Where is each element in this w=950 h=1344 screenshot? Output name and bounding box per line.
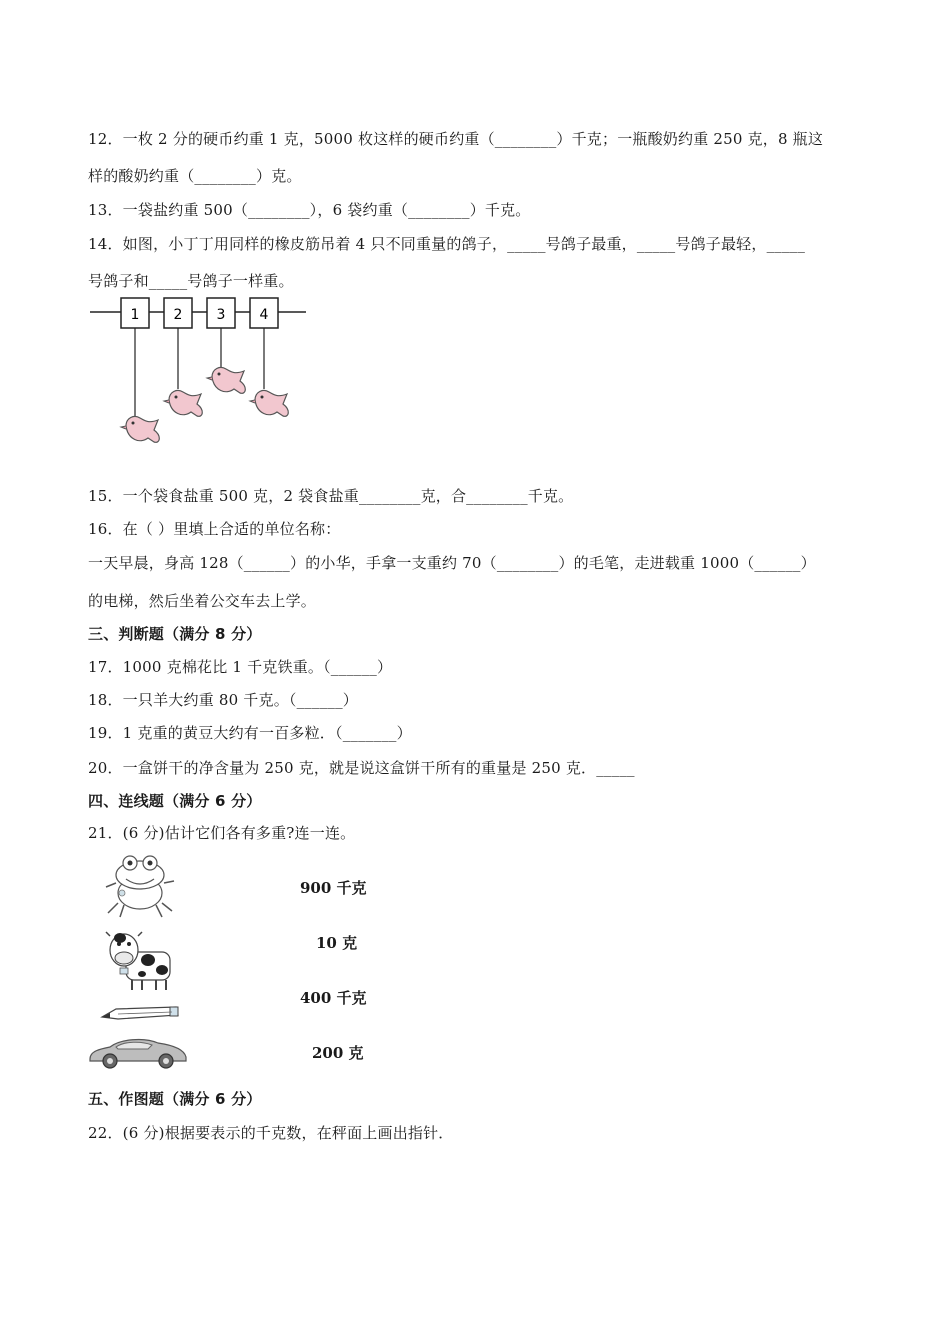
pigeon-icon [207, 367, 245, 393]
q13: 13．一袋盐约重 500（________），6 袋约重（________）千克。 [88, 201, 531, 219]
q12-line1: 12．一枚 2 分的硬币约重 1 克，5000 枚这样的硬币约重（________）千克；一瓶酸奶约重 250 克，8 瓶这 [88, 130, 824, 148]
section-5-heading: 五、作图题（满分 6 分） [88, 1090, 262, 1108]
cow-icon [104, 930, 180, 994]
section-3-heading: 三、判断题（满分 8 分） [88, 625, 262, 643]
pigeon-box-2 [164, 298, 192, 389]
pigeon-label-4: 4 [259, 307, 269, 323]
pigeon-box-3 [207, 298, 235, 368]
q15: 15．一个袋食盐重 500 克，2 袋食盐重________克，合________千克。 [88, 487, 574, 505]
q16-line1: 16．在（ ）里填上合适的单位名称： [88, 520, 341, 538]
weight-option-900kg: 900 千克 [300, 879, 367, 897]
q14-line2: 号鸽子和_____号鸽子一样重。 [88, 272, 294, 290]
car-icon [86, 1033, 190, 1071]
pigeon-icon [250, 390, 288, 416]
pigeon-figure [88, 296, 318, 456]
pigeon-icon [164, 390, 202, 416]
q19: 19．1 克重的黄豆大约有一百多粒．（_______） [88, 724, 412, 742]
pigeon-label-3: 3 [216, 307, 226, 323]
q12-line2: 样的酸奶约重（________）克。 [88, 167, 302, 185]
q16-line2: 一天早晨，身高 128（______）的小华，手拿一支重约 70（________）的毛笔，走进载重 1000（______） [88, 554, 816, 572]
pigeon-box-4 [250, 298, 278, 389]
q20: 20．一盒饼干的净含量为 250 克，就是说这盒饼干所有的重量是 250 克．_____ [88, 759, 635, 777]
pigeon-icon [121, 416, 159, 442]
pigeon-label-1: 1 [130, 307, 140, 323]
weight-option-400kg: 400 千克 [300, 989, 367, 1007]
section-4-heading: 四、连线题（满分 6 分） [88, 792, 262, 810]
pigeon-box-1 [121, 298, 149, 416]
frog-icon [102, 853, 178, 919]
weight-option-10g: 10 克 [316, 934, 358, 952]
q16-line3: 的电梯，然后坐着公交车去上学。 [88, 592, 317, 610]
q17: 17．1000 克棉花比 1 千克铁重。（______） [88, 658, 393, 676]
q21: 21．(6 分)估计它们各有多重?连一连。 [88, 824, 356, 842]
pencil-icon [100, 1003, 182, 1023]
q18: 18．一只羊大约重 80 千克。（______） [88, 691, 359, 709]
weight-option-200g: 200 克 [312, 1044, 364, 1062]
q22: 22．(6 分)根据要表示的千克数，在秤面上画出指针． [88, 1124, 454, 1142]
q14-line1: 14．如图，小丁丁用同样的橡皮筋吊着 4 只不同重量的鸽子，_____号鸽子最重，_____号鸽子最轻，_____ [88, 235, 806, 253]
pigeon-label-2: 2 [173, 307, 183, 323]
